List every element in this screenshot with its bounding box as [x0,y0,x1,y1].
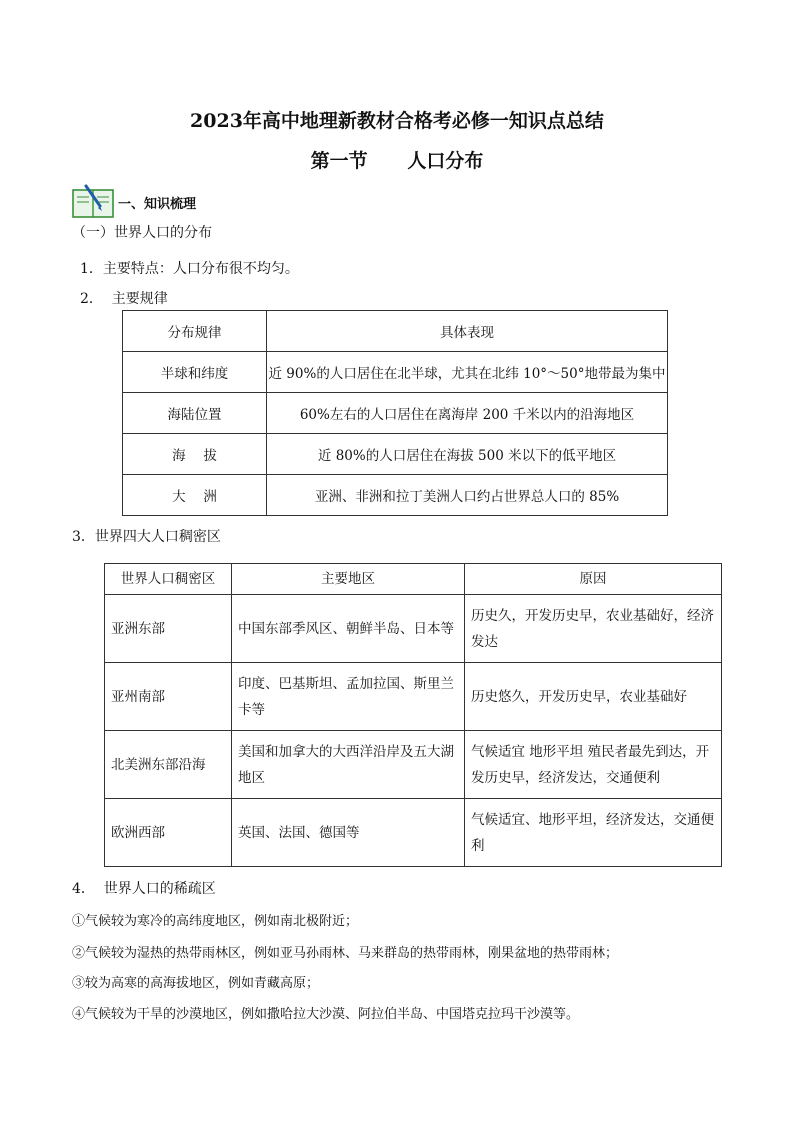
table-header-cell: 世界人口稠密区 [105,564,232,595]
table-cell: 海陆位置 [123,393,267,434]
table-cell: 印度、巴基斯坦、孟加拉国、斯里兰卡等 [232,663,465,731]
table-cell: 60%左右的人口居住在离海岸 200 千米以内的沿海地区 [267,393,668,434]
table-row [123,393,668,434]
distribution-rules-table [122,310,668,516]
document-title: 2023年高中地理新教材合格考必修一知识点总结 [190,110,604,132]
table-row [105,663,722,731]
table-cell: 中国东部季风区、朝鲜半岛、日本等 [232,595,465,663]
table-cell: 英国、法国、德国等 [232,799,465,867]
section-title: 第一节 人口分布 [310,150,484,172]
table-row [123,434,668,475]
table-cell: 近 90%的人口居住在北半球，尤其在北纬 10°～50°地带最为集中 [267,352,668,393]
table-row [105,595,722,663]
sparse-area-item: ①气候较为寒冷的高纬度地区，例如南北极附近； [72,914,359,929]
table-header-cell: 具体表现 [267,311,668,352]
table-header-row [105,564,722,595]
knowledge-heading: 一、知识梳理 [118,197,197,212]
item-dense-areas: 3．世界四大人口稠密区 [72,529,221,545]
table-cell: 海 拔 [123,434,267,475]
table-cell: 近 80%的人口居住在海拔 500 米以下的低平地区 [267,434,668,475]
table-cell: 历史久，开发历史早，农业基础好，经济发达 [465,595,722,663]
table-header-cell: 原因 [465,564,722,595]
table-cell: 气候适宜、地形平坦，经济发达，交通便利 [465,799,722,867]
table-cell: 大 洲 [123,475,267,516]
table-cell: 历史悠久，开发历史早，农业基础好 [465,663,722,731]
item-sparse-areas: 4． 世界人口的稀疏区 [72,881,216,897]
table-header-cell: 分布规律 [123,311,267,352]
sparse-area-item: ②气候较为湿热的热带雨林区，例如亚马孙雨林、马来群岛的热带雨林，刚果盆地的热带雨林； [72,946,619,961]
table-row [123,352,668,393]
table-cell: 气候适宜 地形平坦 殖民者最先到达，开发历史早，经济发达，交通便利 [465,731,722,799]
table-row [105,799,722,867]
table-cell: 欧洲西部 [105,799,232,867]
table-header-cell: 主要地区 [232,564,465,595]
book-pencil-icon [72,184,114,218]
sparse-area-item: ③较为高寒的高海拔地区，例如青藏高原； [72,976,320,991]
table-header-row [123,311,668,352]
table-row [105,731,722,799]
table-row [123,475,668,516]
part-heading: （一）世界人口的分布 [72,225,212,241]
item-main-feature: 1．主要特点：人口分布很不均匀。 [80,261,299,277]
table-cell: 亚州南部 [105,663,232,731]
table-cell: 北美洲东部沿海 [105,731,232,799]
table-cell: 半球和纬度 [123,352,267,393]
dense-areas-table [104,563,722,867]
sparse-area-item: ④气候较为干旱的沙漠地区，例如撒哈拉大沙漠、阿拉伯半岛、中国塔克拉玛干沙漠等。 [72,1007,580,1022]
item-main-rules: 2． 主要规律 [80,291,168,307]
table-cell: 亚洲、非洲和拉丁美洲人口约占世界总人口的 85% [267,475,668,516]
table-cell: 亚洲东部 [105,595,232,663]
table-cell: 美国和加拿大的大西洋沿岸及五大湖地区 [232,731,465,799]
